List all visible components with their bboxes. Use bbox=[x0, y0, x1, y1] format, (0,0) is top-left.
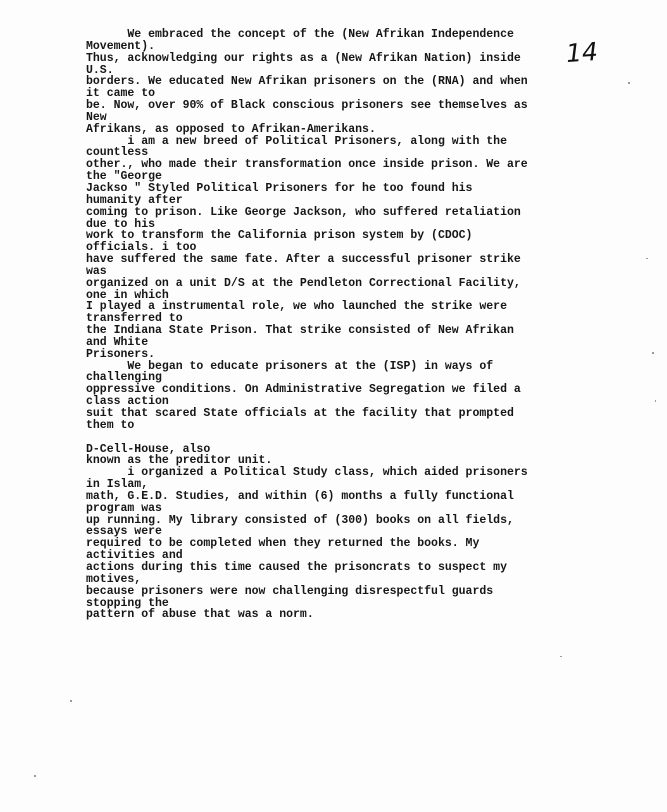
text-line: them to bbox=[86, 418, 135, 432]
text-line: the "George bbox=[86, 170, 162, 184]
text-line: coming to prison. Like George Jackson, who suffered retaliation bbox=[86, 205, 521, 219]
text-line: Movement). bbox=[86, 39, 156, 53]
text-line: Prisoners. bbox=[86, 347, 156, 361]
text-line: have suffered the same fate. After a successful prisoner strike bbox=[86, 253, 521, 267]
text-line: countless bbox=[86, 146, 149, 160]
text-line: Thus, acknowledging our rights as a (New Afrikan Nation) inside bbox=[86, 51, 521, 65]
text-line: New bbox=[86, 110, 107, 124]
text-line: motives, bbox=[86, 572, 142, 586]
text-line: borders. We educated New Afrikan prisoners on the (RNA) and when bbox=[86, 75, 528, 89]
text-line: D-Cell-House, also bbox=[86, 442, 211, 456]
text-line: We embraced the concept of the (New Afrikan Independence bbox=[86, 28, 514, 41]
text-line: transferred to bbox=[86, 312, 183, 326]
text-line: the Indiana State Prison. That strike consisted of New Afrikan bbox=[86, 324, 514, 338]
text-line: organized on a unit D/S at the Pendleton Correctional Facility, bbox=[86, 276, 521, 290]
text-line: officials. i too bbox=[86, 241, 197, 255]
text-line: humanity after bbox=[86, 193, 183, 207]
scan-speck bbox=[34, 775, 36, 777]
text-line: and White bbox=[86, 335, 149, 349]
text-line: it came to bbox=[86, 87, 156, 101]
scan-speck bbox=[70, 700, 72, 702]
text-line: I played a instrumental role, we who launched the strike were bbox=[86, 300, 507, 314]
text-line: challenging bbox=[86, 371, 162, 385]
text-line: activities and bbox=[86, 549, 183, 563]
scan-speck bbox=[652, 352, 654, 354]
scan-speck bbox=[655, 400, 656, 402]
text-line bbox=[86, 432, 556, 444]
text-line: work to transform the California prison system by (CDOC) bbox=[86, 229, 473, 243]
typed-body-text bbox=[86, 29, 556, 621]
text-line: stopping the bbox=[86, 596, 169, 610]
text-line: pattern of abuse that was a norm. bbox=[86, 608, 314, 622]
scan-speck bbox=[646, 258, 648, 259]
text-line: actions during this time caused the prisoncrats to suspect my bbox=[86, 560, 507, 574]
text-line: required to be completed when they returned the books. My bbox=[86, 537, 480, 551]
text-line: math, G.E.D. Studies, and within (6) months a fully functional bbox=[86, 489, 514, 503]
handwritten-page-number: 14 bbox=[565, 36, 599, 69]
text-line: because prisoners were now challenging disrespectful guards bbox=[86, 584, 494, 598]
text-line: Afrikans, as opposed to Afrikan-Amerikans. bbox=[86, 122, 376, 136]
text-line: i organized a Political Study class, which aided prisoners bbox=[86, 466, 528, 480]
text-line: one in which bbox=[86, 288, 169, 302]
text-line: U.S. bbox=[86, 63, 114, 77]
text-line: in Islam, bbox=[86, 478, 149, 492]
text-line: Jackso " Styled Political Prisoners for he too found his bbox=[86, 181, 473, 195]
text-line: suit that scared State officials at the facility that prompted bbox=[86, 407, 514, 420]
text-line: We began to educate prisoners at the (ISP) in ways of bbox=[86, 359, 494, 373]
text-line: was bbox=[86, 264, 107, 278]
text-line: be. Now, over 90% of Black conscious prisoners see themselves as bbox=[86, 99, 528, 113]
text-line: oppressive conditions. On Administrative Segregation we filed a bbox=[86, 383, 521, 397]
text-line: essays were bbox=[86, 525, 162, 539]
text-line: known as the preditor unit. bbox=[86, 454, 273, 468]
scan-speck bbox=[560, 656, 562, 657]
text-line: class action bbox=[86, 395, 169, 409]
text-line: due to his bbox=[86, 217, 156, 231]
text-line: up running. My library consisted of (300) books on all fields, bbox=[86, 513, 514, 527]
scan-speck bbox=[628, 82, 630, 84]
text-line: i am a new breed of Political Prisoners, along with the bbox=[86, 134, 507, 148]
text-line: program was bbox=[86, 501, 162, 515]
text-line: other., who made their transformation once inside prison. We are bbox=[86, 158, 528, 172]
